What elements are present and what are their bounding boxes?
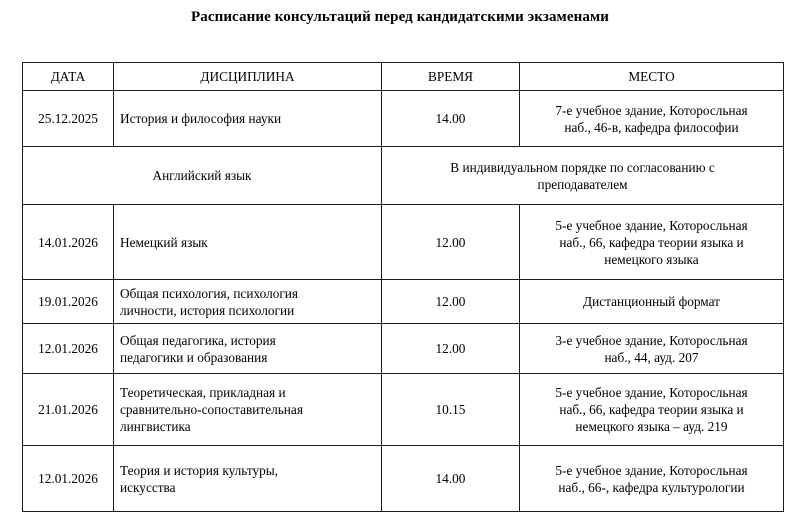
cell-place bbox=[520, 324, 784, 374]
schedule-table-container bbox=[22, 62, 783, 512]
cell-place-line: наб., 66-, кафедра культурологии bbox=[558, 479, 745, 495]
column-header-place: МЕСТО bbox=[520, 63, 784, 91]
cell-discipline: История и философия науки bbox=[114, 91, 382, 147]
cell-discipline-line: Теоретическая, прикладная и bbox=[120, 385, 286, 400]
cell-place-line: наб., 46-в, кафедра философии bbox=[564, 119, 739, 135]
column-header-discipline: ДИСЦИПЛИНА bbox=[114, 63, 382, 91]
cell-discipline: Немецкий язык bbox=[114, 205, 382, 280]
cell-date: 14.01.2026 bbox=[23, 205, 114, 280]
column-header-date: ДАТА bbox=[23, 63, 114, 91]
cell-discipline-merged: Английский язык bbox=[23, 147, 382, 205]
cell-time: 12.00 bbox=[382, 280, 520, 324]
cell-discipline bbox=[114, 374, 382, 446]
cell-place-line: наб., 44, ауд. 207 bbox=[604, 349, 699, 365]
column-header-time: ВРЕМЯ bbox=[382, 63, 520, 91]
cell-place-merged bbox=[382, 147, 784, 205]
cell-place bbox=[520, 205, 784, 280]
cell-place-line: немецкого языка – ауд. 219 bbox=[575, 419, 728, 434]
cell-time: 12.00 bbox=[382, 324, 520, 374]
cell-place bbox=[520, 91, 784, 147]
cell-discipline-line: лингвистика bbox=[120, 419, 191, 434]
cell-discipline-line: искусства bbox=[120, 479, 176, 495]
cell-place bbox=[520, 374, 784, 446]
cell-place bbox=[520, 280, 784, 324]
cell-time: 10.15 bbox=[382, 374, 520, 446]
cell-date: 12.01.2026 bbox=[23, 446, 114, 512]
table-row-merged bbox=[23, 147, 784, 205]
cell-discipline bbox=[114, 446, 382, 512]
cell-place-line: 3-е учебное здание, Которосльная bbox=[555, 332, 748, 348]
table-row bbox=[23, 91, 784, 147]
cell-date: 25.12.2025 bbox=[23, 91, 114, 147]
cell-date: 19.01.2026 bbox=[23, 280, 114, 324]
cell-time: 14.00 bbox=[382, 91, 520, 147]
table-row bbox=[23, 374, 784, 446]
cell-discipline bbox=[114, 280, 382, 324]
cell-place-line: Дистанционный формат bbox=[583, 294, 720, 309]
table-row bbox=[23, 446, 784, 512]
cell-discipline-line: Общая психология, психология bbox=[120, 285, 299, 301]
cell-discipline-line: сравнительно-сопоставительная bbox=[120, 402, 303, 417]
cell-place-line: 5-е учебное здание, Которосльная bbox=[555, 462, 748, 478]
table-row bbox=[23, 205, 784, 280]
cell-discipline-line: личности, история психологии bbox=[120, 302, 295, 318]
cell-place-line: 7-е учебное здание, Которосльная bbox=[555, 102, 748, 118]
cell-discipline-line: педагогики и образования bbox=[120, 349, 268, 365]
cell-place-line: В индивидуальном порядке по согласованию с bbox=[450, 159, 715, 175]
consultation-schedule-table bbox=[22, 62, 784, 512]
cell-time: 14.00 bbox=[382, 446, 520, 512]
cell-place-line: наб., 66, кафедра теории языка и bbox=[559, 234, 744, 250]
table-row bbox=[23, 324, 784, 374]
cell-date: 21.01.2026 bbox=[23, 374, 114, 446]
cell-time: 12.00 bbox=[382, 205, 520, 280]
cell-place-line: 5-е учебное здание, Которосльная bbox=[555, 217, 748, 233]
cell-discipline bbox=[114, 324, 382, 374]
cell-place-line: немецкого языка bbox=[604, 251, 699, 267]
table-row bbox=[23, 280, 784, 324]
cell-discipline-line: Общая педагогика, история bbox=[120, 332, 276, 348]
page-title: Расписание консультаций перед кандидатскими экзаменами bbox=[190, 9, 610, 25]
table-header-row bbox=[23, 63, 784, 91]
cell-place-line: 5-е учебное здание, Которосльная bbox=[555, 385, 748, 400]
cell-place bbox=[520, 446, 784, 512]
cell-discipline-line: Теория и история культуры, bbox=[120, 462, 279, 478]
cell-date: 12.01.2026 bbox=[23, 324, 114, 374]
cell-place-line: преподавателем bbox=[537, 176, 628, 192]
cell-place-line: наб., 66, кафедра теории языка и bbox=[559, 402, 744, 417]
